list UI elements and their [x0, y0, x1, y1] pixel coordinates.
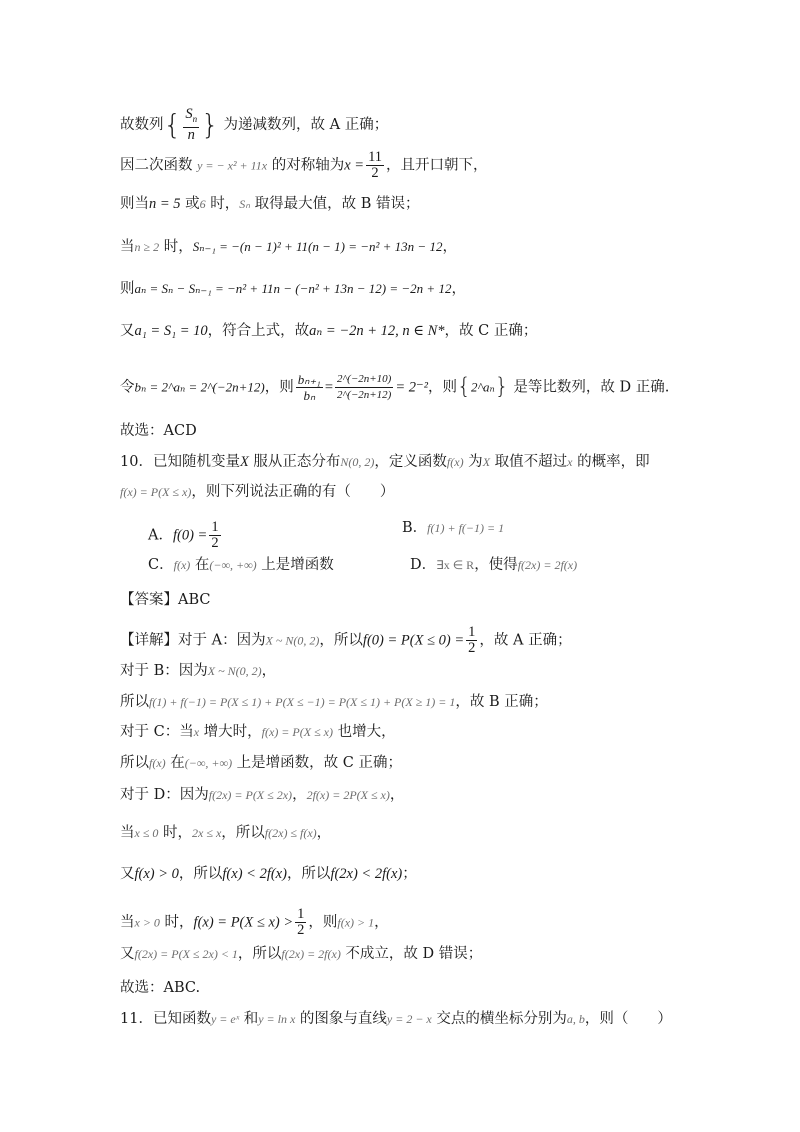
math-expr: f(2x) = 2f(x) [281, 947, 341, 961]
text: 10．已知随机变量 [120, 454, 240, 470]
explanation-d-1 [120, 785, 404, 805]
text: 当 [120, 914, 135, 931]
frac-num: bₙ₊₁ [297, 372, 321, 387]
text: 又 [120, 323, 135, 339]
math-expr: f(x) > 1 [337, 915, 375, 930]
text: 是等比数列，故 D 正确. [508, 379, 670, 396]
math-expr: x [567, 455, 573, 469]
explanation-d-5 [120, 944, 482, 964]
math-expr: f(x) [149, 756, 166, 770]
text: ，所以 [286, 866, 331, 882]
text: 服从正态分布 [248, 454, 341, 470]
math-expr: f(2x) = 2f(x) [517, 558, 578, 572]
text: 则 [120, 281, 135, 297]
left-brace: { [163, 107, 182, 141]
question-10-stem-2 [120, 482, 394, 502]
fraction [209, 520, 220, 551]
option-c [148, 555, 334, 575]
text: 11．已知函数 [120, 1011, 211, 1027]
math-expr: ∃x ∈ R [436, 558, 475, 572]
text: 【详解】对于 A：因为 [120, 632, 266, 649]
math-expr: f(x) > 0 [134, 866, 179, 882]
math-expr: f(2x) = P(X ≤ 2x) < 1 [134, 947, 238, 961]
explanation-c-1 [120, 722, 396, 742]
math-expr: n = 5 [149, 196, 181, 212]
answer-line [120, 590, 211, 610]
frac-num: 1 [468, 624, 476, 640]
line-7 [120, 372, 669, 403]
math-expr: f(2x) < 2f(x) [330, 866, 403, 882]
frac-den: 2 [211, 535, 219, 551]
frac-den: 2 [297, 922, 305, 938]
option-label: C． [148, 557, 174, 573]
math-expr: f(x) [173, 558, 191, 572]
math-expr: x ≤ 0 [134, 826, 159, 840]
text: 取得最大值，故 B 错误； [250, 196, 420, 212]
right-brace: } [494, 374, 509, 400]
text: 在 [165, 755, 185, 771]
text: 【答案】ABC [120, 592, 211, 608]
math-expr: Sₙ [239, 197, 251, 211]
text: ，则下列说法正确的有（ ） [191, 484, 395, 500]
text: 不成立，故 D 错误； [340, 946, 483, 962]
option-a [148, 520, 223, 551]
option-label: A． [148, 527, 173, 544]
line-4 [120, 237, 457, 257]
math-expr: y = eˣ [210, 1012, 240, 1026]
text: 的概率，即 [572, 454, 650, 470]
fraction [295, 907, 306, 938]
text: ，所以 [237, 946, 282, 962]
line-5 [120, 279, 466, 299]
frac-num-sub: n [192, 113, 198, 124]
math-expr: (−∞, +∞) [184, 756, 233, 770]
text: ，则 [264, 379, 294, 396]
math-expr: a₁ = S₁ = 10 [134, 323, 208, 339]
frac-den: 2 [371, 165, 379, 181]
text: ，定义函数 [374, 454, 447, 470]
text: ，且开口朝下， [386, 157, 488, 174]
text: 令 [120, 379, 135, 396]
text: ，则 [428, 379, 457, 396]
math-expr: X [239, 454, 249, 470]
text: ，所以 [178, 866, 223, 882]
math-expr: n ≥ 2 [134, 240, 160, 254]
left-brace: { [457, 374, 471, 400]
line-1 [120, 107, 388, 143]
question-10-stem [120, 452, 650, 472]
text: 时， [205, 196, 240, 212]
text: 对于 D：因为 [120, 787, 209, 803]
text: 对于 C：当 [120, 724, 194, 740]
math-expr: y = − x² + 11x [197, 158, 268, 173]
math-expr: x [193, 725, 200, 739]
explanation-d-2 [120, 823, 331, 843]
fraction [366, 150, 384, 181]
text: 增大时， [199, 724, 262, 740]
text: 为递减数列，故 A 正确； [218, 116, 389, 133]
math-expr: X [482, 455, 491, 469]
line-8 [120, 421, 197, 441]
explanation-b-2 [120, 692, 548, 712]
text: 所以 [120, 694, 149, 710]
text: ，使得 [474, 557, 518, 573]
math-expr: f(0) = P(X ≤ 0) = [362, 632, 465, 649]
text: 时， [158, 825, 193, 841]
math-expr: f(1) + f(−1) = 1 [427, 521, 505, 535]
math-expr: f(2x) ≤ f(x) [264, 826, 317, 840]
math-expr: x = [344, 157, 365, 174]
text: 在 [190, 557, 210, 573]
math-expr: f(0) = [172, 527, 208, 544]
math-expr: f(x) < 2f(x) [222, 866, 287, 882]
text: 故数列 [120, 116, 164, 133]
text: ， [442, 239, 457, 255]
text: ，所以 [319, 632, 363, 649]
math-expr: X ~ N(0, 2) [207, 664, 262, 678]
math-expr: x > 0 [134, 915, 160, 930]
text: 上是增函数，故 C 正确； [232, 755, 402, 771]
text: ，则（ ） [584, 1011, 672, 1027]
frac-num: 1 [297, 906, 305, 922]
text: ，则 [308, 914, 338, 931]
explanation-d-4 [120, 907, 389, 938]
explanation-c-2 [120, 753, 402, 773]
text: ， [261, 663, 277, 679]
math-expr: y = ln x [258, 1012, 296, 1026]
frac-den: 2^(−2n+12) [337, 389, 392, 401]
frac-num: S [185, 106, 193, 122]
text: 上是增函数 [256, 557, 334, 573]
option-b [402, 518, 504, 538]
math-expr: aₙ = Sₙ − Sₙ₋₁ = −n² + 11n − (−n² + 13n − 12) = −2n + 12 [134, 281, 452, 296]
frac-den: n [187, 126, 195, 143]
text: 故选：ACD [120, 423, 197, 439]
text: 则当 [120, 196, 149, 212]
text: 又 [120, 866, 135, 882]
explanation-d-3 [120, 864, 417, 884]
math-expr: = 2⁻² [395, 379, 428, 396]
fraction [466, 625, 477, 656]
text: ， [374, 914, 389, 931]
math-expr: f(x) = P(X ≤ x) [120, 485, 192, 499]
frac-den: bₙ [303, 388, 316, 403]
math-expr: 2^aₙ [471, 379, 495, 395]
explanation-a [120, 625, 572, 656]
text: ，所以 [221, 825, 265, 841]
text: ； [402, 866, 417, 882]
math-expr: f(x) = P(X ≤ x) > [193, 914, 294, 931]
text: ， [451, 281, 466, 297]
math-expr: 6 [199, 197, 206, 211]
math-expr: f(x) = P(X ≤ x) [261, 725, 333, 739]
frac-den: 2 [468, 640, 476, 656]
math-expr: f(1) + f(−1) = P(X ≤ 1) + P(X ≤ −1) = P(X ≤ 1) + P(X ≥ 1) = 1 [149, 695, 456, 709]
math-expr: X ~ N(0, 2) [265, 633, 320, 648]
text: 所以 [120, 755, 149, 771]
option-label: D． [410, 557, 437, 573]
option-d [410, 555, 577, 575]
right-brace: } [201, 107, 219, 141]
text: ， [316, 825, 332, 841]
math-expr: f(x) [446, 455, 464, 469]
text: 当 [120, 825, 135, 841]
text: 为 [463, 454, 483, 470]
math-expr: (−∞, +∞) [209, 558, 257, 572]
math-expr: a, b [566, 1012, 585, 1026]
text: ，符合上式，故 [207, 323, 310, 339]
text: 因二次函数 [120, 157, 198, 174]
text: 故选：ABC. [120, 980, 201, 996]
text: 时， [159, 914, 194, 931]
text: 的对称轴为 [267, 157, 345, 174]
math-expr: 2x ≤ x [192, 826, 222, 840]
text: 和 [239, 1011, 259, 1027]
math-expr: = [324, 379, 334, 396]
text: ，故 C 正确； [444, 323, 538, 339]
math-expr: bₙ = 2^aₙ = 2^(−2n+12) [134, 379, 265, 395]
text: 取值不超过 [490, 454, 568, 470]
math-expr: f(2x) = P(X ≤ 2x) [208, 788, 293, 802]
text: 的图象与直线 [295, 1011, 387, 1027]
text: 也增大， [332, 724, 396, 740]
frac-num: 11 [368, 149, 383, 165]
math-expr: Sₙ₋₁ = −(n − 1)² + 11(n − 1) = −n² + 13n − 12 [192, 239, 443, 254]
text: ， [292, 787, 307, 803]
text: 对于 B：因为 [120, 663, 208, 679]
text: 交点的横坐标分别为 [431, 1011, 567, 1027]
line-6 [120, 321, 537, 341]
fraction-sn-over-n [183, 107, 199, 143]
question-11-stem [120, 1009, 672, 1029]
frac-num: 2^(−2n+10) [335, 372, 393, 388]
text: ，故 B 正确； [455, 694, 548, 710]
option-label: B． [402, 520, 428, 536]
line-3 [120, 194, 420, 214]
line-2 [120, 150, 488, 181]
text: 又 [120, 946, 135, 962]
math-expr: N(0, 2) [340, 455, 375, 469]
fraction-power-ratio [335, 372, 393, 403]
text: 或 [180, 196, 200, 212]
final-answer-line [120, 978, 200, 998]
math-expr: y = 2 − x [386, 1012, 432, 1026]
fraction-b-ratio [296, 372, 323, 403]
frac-num: 1 [211, 519, 219, 535]
explanation-b-1 [120, 661, 276, 681]
text: ，故 A 正确； [479, 632, 572, 649]
math-expr: 2f(x) = 2P(X ≤ x) [306, 788, 390, 802]
math-expr: aₙ = −2n + 12, n ∈ N* [309, 323, 445, 339]
text: 当 [120, 239, 135, 255]
text: ， [389, 787, 405, 803]
text: 时， [159, 239, 193, 255]
